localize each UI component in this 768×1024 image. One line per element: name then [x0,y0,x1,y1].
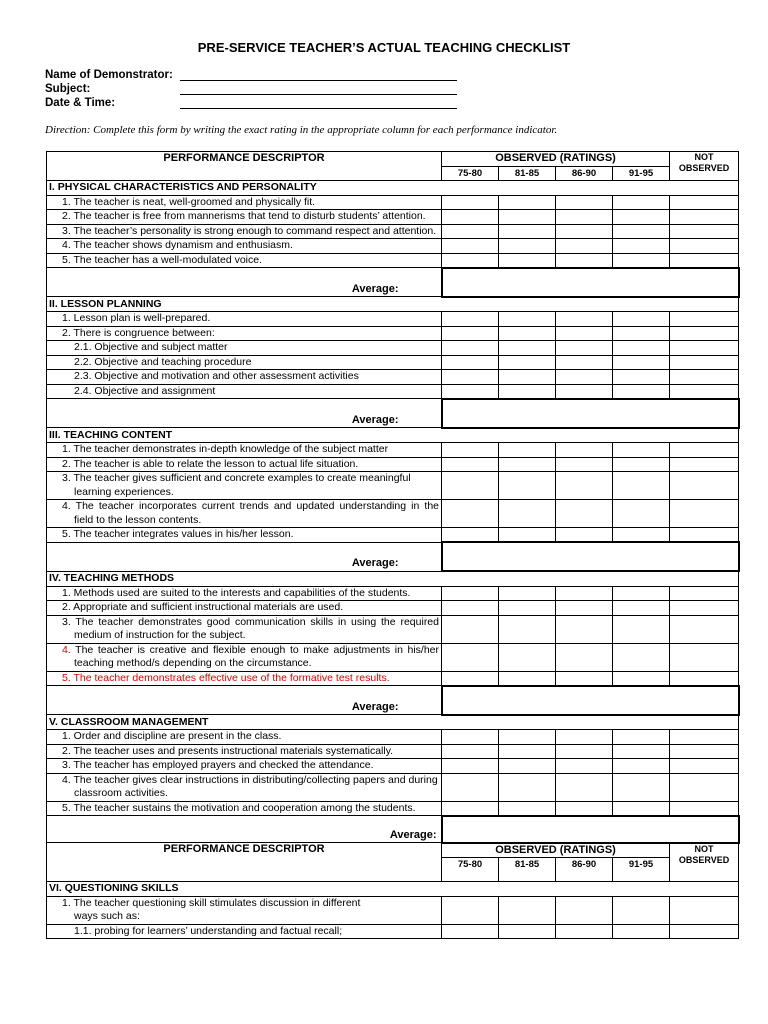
rating-cell[interactable] [499,759,556,774]
rating-cell[interactable] [613,224,670,239]
table-row [47,370,739,385]
item-text [47,210,442,225]
section-header-row [47,882,739,897]
average-row [47,816,739,843]
rating-cell[interactable] [613,528,670,543]
rating-cell[interactable] [499,586,556,601]
rating-cell[interactable] [556,500,613,528]
rating-cell[interactable] [556,370,613,385]
rating-cell[interactable] [613,801,670,816]
not-observed-cell[interactable] [670,210,739,225]
rating-cell[interactable] [442,195,499,210]
rating-cell[interactable] [499,472,556,500]
rating-cell[interactable] [556,773,613,801]
rating-cell[interactable] [556,801,613,816]
table-row [47,210,739,225]
rating-cell[interactable] [442,744,499,759]
not-observed-cell[interactable] [670,239,739,254]
section-header-row [47,297,739,312]
rating-cell[interactable] [442,457,499,472]
not-observed-cell[interactable] [670,773,739,801]
range-75-80: 75-80 [442,858,499,882]
form-title: PRE-SERVICE TEACHER’S ACTUAL TEACHING CHECKLIST [197,40,571,55]
table-row [47,671,739,686]
rating-cell[interactable] [556,457,613,472]
item-text: 5. The teacher integrates values in his/her lesson. [47,528,442,543]
range-86-90: 86-90 [556,858,613,882]
item-text [47,615,442,643]
section-header-row [47,181,739,196]
rating-cell[interactable] [499,355,556,370]
rating-cell[interactable] [556,355,613,370]
not-observed-cell[interactable] [670,643,739,671]
not-observed-cell[interactable] [670,744,739,759]
average-input[interactable] [442,399,739,428]
item-text: 4. The teacher shows dynamism and enthusiasm. [47,239,442,254]
item-number-highlight: 4. [62,643,71,656]
rating-cell[interactable] [442,210,499,225]
item-text-content: 1. The teacher questioning skill stimulates discussion in different ways such as: [62,896,361,922]
table-row [47,773,739,801]
rating-cell[interactable] [442,601,499,616]
table-row [47,528,739,543]
rating-cell[interactable] [613,744,670,759]
item-text: 3. The teacher has employed prayers and checked the attendance. [47,759,442,774]
rating-cell[interactable] [613,443,670,458]
rating-cell[interactable] [556,744,613,759]
section-header-row [47,715,739,730]
rating-cell[interactable] [556,195,613,210]
rating-cell[interactable] [556,528,613,543]
rating-cell[interactable] [442,730,499,745]
rating-cell[interactable] [556,615,613,643]
datetime-field[interactable] [180,108,457,109]
rating-cell[interactable] [442,355,499,370]
observed-header: OBSERVED (RATINGS) [442,152,670,167]
rating-cell[interactable] [499,224,556,239]
subject-field[interactable] [180,94,457,95]
rating-cell[interactable] [613,326,670,341]
not-observed-cell[interactable] [670,671,739,686]
rating-cell[interactable] [499,239,556,254]
rating-cell[interactable] [499,896,556,924]
rating-cell[interactable] [499,671,556,686]
rating-cell[interactable] [613,924,670,939]
rating-cell[interactable] [499,601,556,616]
average-input[interactable] [442,686,739,715]
rating-cell[interactable] [499,744,556,759]
table-row [47,744,739,759]
table-row [47,355,739,370]
rating-cell[interactable] [442,370,499,385]
table-row [47,384,739,399]
average-label: Average: [47,399,442,428]
not-observed-cell[interactable] [670,586,739,601]
item-text-content: 5. The teacher sustains the motivation and cooperation among the students. [62,801,416,814]
rating-cell[interactable] [613,615,670,643]
rating-cell[interactable] [442,801,499,816]
demonstrator-label: Name of Demonstrator: [45,69,173,81]
table-row [47,472,739,500]
rating-cell[interactable] [556,224,613,239]
direction-text: Direction: Complete this form by writing the exact rating in the appropriate column for each performance indicator. [45,124,558,136]
rating-cell[interactable] [442,759,499,774]
not-observed-cell[interactable] [670,253,739,268]
rating-cell[interactable] [556,312,613,327]
datetime-label: Date & Time: [45,97,116,109]
not-observed-cell[interactable] [670,759,739,774]
rating-cell[interactable] [556,896,613,924]
rating-cell[interactable] [556,341,613,356]
average-label: Average: [47,686,442,715]
table-row [47,643,739,671]
rating-cell[interactable] [499,528,556,543]
rating-cell[interactable] [613,601,670,616]
not-observed-cell[interactable] [670,601,739,616]
not-observed-cell[interactable] [670,801,739,816]
rating-cell[interactable] [556,671,613,686]
rating-cell[interactable] [442,384,499,399]
item-text [47,896,442,924]
not-observed-cell[interactable] [670,615,739,643]
rating-cell[interactable] [613,500,670,528]
subject-row [45,83,180,95]
not-observed-cell[interactable] [670,312,739,327]
item-text: 1.1. probing for learners’ understanding and factual recall; [47,924,442,939]
item-text: 1. Lesson plan is well-prepared. [47,312,442,327]
not-observed-cell[interactable] [670,195,739,210]
rating-cell[interactable] [442,643,499,671]
average-input[interactable] [442,268,739,297]
rating-cell[interactable] [556,239,613,254]
rating-cell[interactable] [442,443,499,458]
rating-cell[interactable] [556,601,613,616]
table-row [47,759,739,774]
not-observed-cell[interactable] [670,730,739,745]
table-row [47,224,739,239]
section-title: II. LESSON PLANNING [47,297,739,312]
subject-label: Subject: [45,83,91,95]
average-label: Average: [47,816,442,843]
range-81-85: 81-85 [499,166,556,181]
rating-cell[interactable] [442,341,499,356]
rating-cell[interactable] [556,759,613,774]
rating-cell[interactable] [613,586,670,601]
item-text [47,472,442,500]
table-row [47,601,739,616]
average-input[interactable] [442,816,739,843]
item-text: 2.3. Objective and motivation and other assessment activities [47,370,442,385]
not-observed-cell[interactable] [670,443,739,458]
item-text-content: 3. The teacher’s personality is strong enough to command respect and attention. [62,224,437,237]
table-row [47,924,739,939]
rating-cell[interactable] [556,472,613,500]
rating-cell[interactable] [442,472,499,500]
average-row [47,686,739,715]
rating-cell[interactable] [442,326,499,341]
rating-cell[interactable] [442,773,499,801]
rating-cell[interactable] [556,643,613,671]
rating-cell[interactable] [613,457,670,472]
table-row [47,312,739,327]
range-91-95: 91-95 [613,166,670,181]
rating-cell[interactable] [499,643,556,671]
item-text: 2. The teacher uses and presents instructional materials systematically. [47,744,442,759]
item-text [47,773,442,801]
rating-cell[interactable] [613,472,670,500]
not-observed-cell[interactable] [670,355,739,370]
rating-cell[interactable] [442,224,499,239]
not-observed-cell[interactable] [670,326,739,341]
item-text: 2. Appropriate and sufficient instructional materials are used. [47,601,442,616]
item-text: 2. There is congruence between: [47,326,442,341]
rating-cell[interactable] [442,615,499,643]
rating-cell[interactable] [499,253,556,268]
demonstrator-field[interactable] [180,80,457,81]
item-text [47,801,442,816]
not-observed-cell[interactable] [670,384,739,399]
rating-cell[interactable] [499,773,556,801]
section-title: IV. TEACHING METHODS [47,571,739,586]
table-row [47,896,739,924]
not-observed-header [670,843,739,882]
rating-cell[interactable] [613,341,670,356]
demonstrator-row [45,69,180,81]
table-row [47,341,739,356]
not-observed-line2: OBSERVED [678,163,730,173]
item-text [47,643,442,671]
rating-cell[interactable] [499,312,556,327]
rating-cell[interactable] [613,671,670,686]
item-text: 2.4. Objective and assignment [47,384,442,399]
average-input[interactable] [442,542,739,571]
table-row [47,239,739,254]
item-text: 2. The teacher is able to relate the lesson to actual life situation. [47,457,442,472]
descriptor-header: PERFORMANCE DESCRIPTOR [47,843,442,882]
rating-cell[interactable] [499,370,556,385]
not-observed-cell[interactable] [670,896,739,924]
item-text: 1. Methods used are suited to the interests and capabilities of the students. [47,586,442,601]
item-text: 1. Order and discipline are present in the class. [47,730,442,745]
rating-cell[interactable] [499,457,556,472]
rating-cell[interactable] [556,384,613,399]
rating-cell[interactable] [613,210,670,225]
rating-cell[interactable] [499,615,556,643]
not-observed-header [670,152,739,181]
item-text: 1. The teacher demonstrates in-depth knowledge of the subject matter [47,443,442,458]
rating-cell[interactable] [613,253,670,268]
rating-cell[interactable] [442,671,499,686]
item-text-content: 4. The teacher gives clear instructions in distributing/collecting papers and during classroom activities. [62,773,438,799]
not-observed-cell[interactable] [670,457,739,472]
rating-cell[interactable] [556,924,613,939]
average-label: Average: [47,268,442,297]
rating-cell[interactable] [613,773,670,801]
rating-cell[interactable] [442,312,499,327]
item-text-content: 4. The teacher incorporates current trends and updated understanding in the field to the lesson contents. [62,500,439,526]
item-text-content [62,644,439,671]
section-header-row [47,571,739,586]
rating-cell[interactable] [442,586,499,601]
item-text [47,500,442,528]
datetime-row [45,97,180,109]
rating-cell[interactable] [442,253,499,268]
rating-cell[interactable] [499,384,556,399]
checklist-table [46,151,740,939]
table-row [47,801,739,816]
rating-cell[interactable] [499,341,556,356]
table-header-row [47,152,739,167]
section-title: V. CLASSROOM MANAGEMENT [47,715,739,730]
rating-cell[interactable] [556,210,613,225]
not-observed-cell[interactable] [670,472,739,500]
not-observed-line2: OBSERVED [678,854,730,865]
table-row [47,586,739,601]
rating-cell[interactable] [556,253,613,268]
range-91-95: 91-95 [613,858,670,882]
rating-cell[interactable] [442,528,499,543]
rating-cell[interactable] [613,759,670,774]
not-observed-cell[interactable] [670,500,739,528]
table-row [47,730,739,745]
average-row [47,542,739,571]
rating-cell[interactable] [613,355,670,370]
not-observed-cell[interactable] [670,924,739,939]
average-row [47,399,739,428]
rating-cell[interactable] [613,896,670,924]
rating-cell[interactable] [442,239,499,254]
rating-cell[interactable] [499,500,556,528]
not-observed-cell[interactable] [670,224,739,239]
rating-cell[interactable] [613,239,670,254]
observed-header: OBSERVED (RATINGS) [442,843,670,858]
section-title: VI. QUESTIONING SKILLS [47,882,739,897]
item-text: 5. The teacher has a well-modulated voice. [47,253,442,268]
rating-cell[interactable] [499,443,556,458]
descriptor-header: PERFORMANCE DESCRIPTOR [47,152,442,181]
item-text-content: 3. The teacher demonstrates good communication skills in using the required medium of instruction for the subject. [62,615,439,641]
rating-cell[interactable] [613,312,670,327]
range-75-80: 75-80 [442,166,499,181]
rating-cell[interactable] [442,924,499,939]
not-observed-cell[interactable] [670,341,739,356]
rating-cell[interactable] [613,384,670,399]
not-observed-cell[interactable] [670,370,739,385]
average-row [47,268,739,297]
rating-cell[interactable] [556,326,613,341]
item-text-content: 2. The teacher is free from mannerisms that tend to disturb students’ attention. [62,210,426,222]
not-observed-line1: NOT [694,152,714,162]
not-observed-cell[interactable] [670,528,739,543]
rating-cell[interactable] [499,801,556,816]
rating-cell[interactable] [613,643,670,671]
section-title: III. TEACHING CONTENT [47,428,739,443]
table-row [47,195,739,210]
item-text: 2.1. Objective and subject matter [47,341,442,356]
section-title: I. PHYSICAL CHARACTERISTICS AND PERSONALITY [47,181,739,196]
item-text [47,224,442,239]
rating-cell[interactable] [613,370,670,385]
range-86-90: 86-90 [556,166,613,181]
rating-cell[interactable] [499,210,556,225]
section-header-row [47,428,739,443]
rating-cell[interactable] [499,326,556,341]
table-row [47,615,739,643]
rating-cell[interactable] [442,500,499,528]
item-text-body: The teacher is creative and flexible enough to make adjustments in his/her teaching method/s depending on the circumstance. [74,643,440,669]
table-header-row [47,843,739,858]
table-row [47,443,739,458]
rating-cell[interactable] [499,730,556,745]
table-row [47,326,739,341]
rating-cell[interactable] [556,443,613,458]
not-observed-line1: NOT [694,843,714,854]
item-text-content: 3. The teacher gives sufficient and concrete examples to create meaningful learning experiences. [62,472,411,498]
rating-cell[interactable] [613,730,670,745]
item-text: 2.2. Objective and teaching procedure [47,355,442,370]
rating-cell[interactable] [442,896,499,924]
range-81-85: 81-85 [499,858,556,882]
rating-cell[interactable] [556,730,613,745]
item-text: 1. The teacher is neat, well-groomed and physically fit. [47,195,442,210]
item-text-highlighted: 5. The teacher demonstrates effective use of the formative test results. [47,671,442,686]
table-row [47,457,739,472]
average-label: Average: [47,542,442,571]
rating-cell[interactable] [556,586,613,601]
rating-cell[interactable] [499,195,556,210]
rating-cell[interactable] [613,195,670,210]
table-row [47,253,739,268]
table-row [47,500,739,528]
rating-cell[interactable] [499,924,556,939]
